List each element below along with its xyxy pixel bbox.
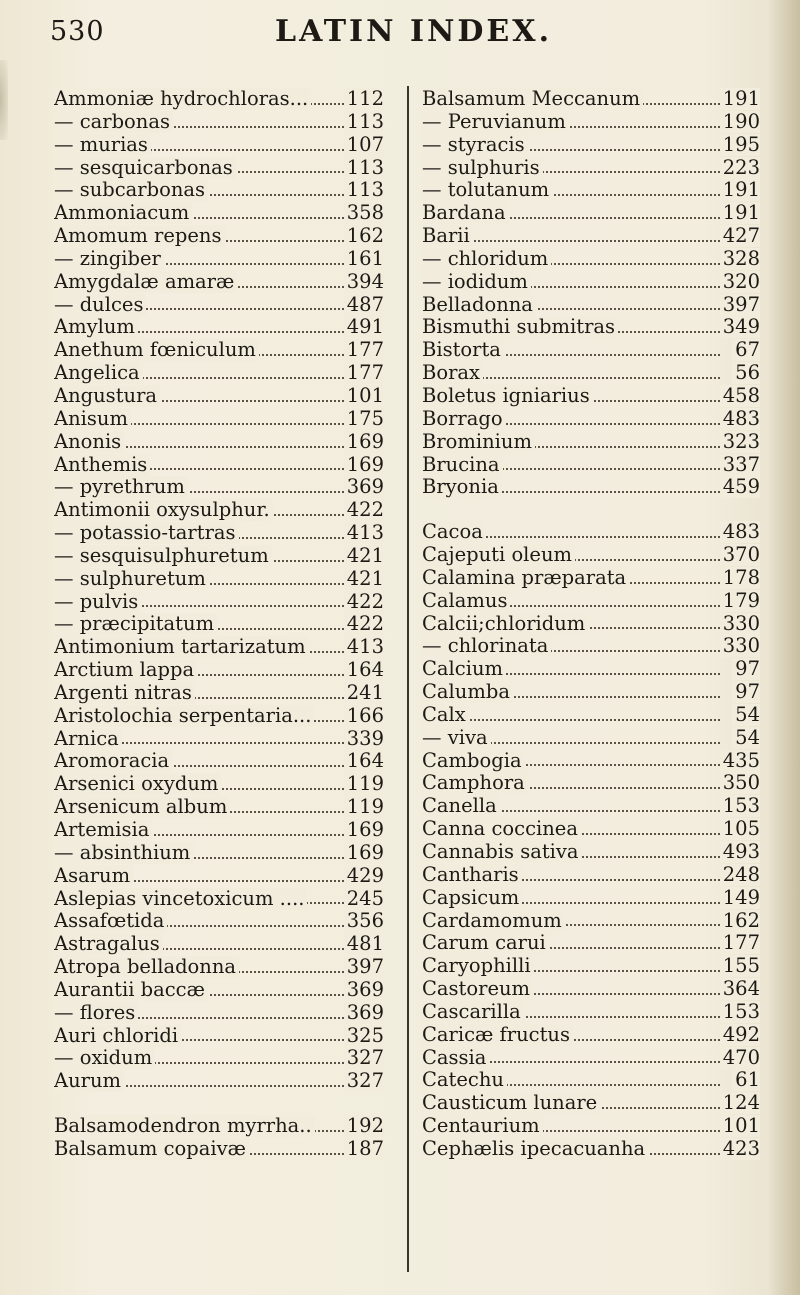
index-entry	[54, 476, 384, 499]
index-term: Canna coccinea	[422, 818, 581, 840]
index-term: — pyrethrum	[54, 476, 188, 498]
index-entry	[422, 476, 760, 499]
index-page-number: 113	[344, 157, 384, 179]
index-entry	[54, 522, 384, 545]
index-page-number: 358	[344, 202, 384, 224]
index-entry	[422, 544, 760, 567]
index-term: — sulphuris	[422, 157, 543, 179]
index-term: — iodidum	[422, 271, 531, 293]
index-page-number: 113	[344, 179, 384, 201]
index-page-number: 164	[344, 659, 384, 681]
index-entry	[422, 978, 760, 1001]
index-term: — sulphuretum	[54, 568, 209, 590]
index-entry	[422, 339, 760, 362]
index-page-number: 394	[344, 271, 384, 293]
index-page-number: 153	[720, 1001, 760, 1023]
index-entry	[54, 134, 384, 157]
index-term: Borrago	[422, 408, 506, 430]
index-page-number: 155	[720, 955, 760, 977]
index-page-number: 97	[732, 681, 760, 703]
index-entry	[54, 385, 384, 408]
index-page-number: 175	[344, 408, 384, 430]
index-entry	[422, 704, 760, 727]
index-entry	[54, 1047, 384, 1070]
index-term: Anonis	[54, 431, 124, 453]
index-term: Aristolochia serpentaria...	[54, 705, 314, 727]
index-term: Asarum	[54, 865, 133, 887]
index-term: Belladonna	[422, 294, 536, 316]
index-page-number: 369	[344, 476, 384, 498]
index-page-number: 470	[720, 1047, 760, 1069]
index-page-number: 113	[344, 111, 384, 133]
index-page-number: 54	[732, 704, 760, 726]
index-entry	[422, 362, 760, 385]
index-entry	[422, 1024, 760, 1047]
index-term: Bardana	[422, 202, 509, 224]
index-page-number: 192	[344, 1115, 384, 1137]
index-page-number: 339	[344, 728, 384, 750]
index-page-number: 327	[344, 1047, 384, 1069]
index-entry	[54, 202, 384, 225]
index-term: Cephælis ipecacuanha	[422, 1138, 648, 1160]
index-page-number: 166	[344, 705, 384, 727]
index-term: — potassio-tartras	[54, 522, 239, 544]
index-entry	[54, 248, 384, 271]
index-term: — chloridum	[422, 248, 551, 270]
index-term: — oxidum	[54, 1047, 155, 1069]
index-term: Balsamum copaivæ	[54, 1138, 249, 1160]
index-entry	[54, 796, 384, 819]
index-page-number: 169	[344, 454, 384, 476]
index-page-number: 54	[732, 727, 760, 749]
index-page-number: 323	[720, 431, 760, 453]
index-term: Aurantii baccæ	[54, 979, 208, 1001]
index-term: Anisum	[54, 408, 131, 430]
index-page-number: 397	[344, 956, 384, 978]
index-entry	[422, 1115, 760, 1138]
index-page-number: 56	[732, 362, 760, 384]
index-term: — subcarbonas	[54, 179, 208, 201]
index-term: Aromoracia	[54, 750, 172, 772]
index-entry	[422, 635, 760, 658]
index-entry	[422, 1047, 760, 1070]
index-term: Caryophilli	[422, 955, 534, 977]
index-page-number: 164	[344, 750, 384, 772]
index-term: Catechu	[422, 1069, 507, 1091]
index-term: Amygdalæ amaræ	[54, 271, 237, 293]
index-page-number: 190	[720, 111, 760, 133]
index-term: Aslepias vincetoxicum ....	[54, 888, 307, 910]
index-page-number: 413	[344, 636, 384, 658]
index-term: Angustura	[54, 385, 160, 407]
index-page-number: 397	[720, 294, 760, 316]
index-column-left	[54, 88, 384, 1161]
index-entry	[54, 705, 384, 728]
index-entry	[54, 1025, 384, 1048]
index-term: — pulvis	[54, 591, 141, 613]
index-entry	[54, 1138, 384, 1161]
index-term: Ammoniæ hydrochloras...	[54, 88, 311, 110]
index-entry	[54, 728, 384, 751]
index-page-number: 119	[344, 796, 384, 818]
index-page-number: 491	[344, 316, 384, 338]
index-entry	[54, 179, 384, 202]
index-page-number: 67	[732, 339, 760, 361]
index-term: Amomum repens	[54, 225, 225, 247]
index-page-number: 369	[344, 1002, 384, 1024]
index-term: Amylum	[54, 316, 138, 338]
index-term: Balsamum Meccanum	[422, 88, 643, 110]
index-term: Angelica	[54, 362, 143, 384]
index-term: — flores	[54, 1002, 138, 1024]
index-term: Capsicum	[422, 887, 522, 909]
index-entry	[54, 636, 384, 659]
index-entry	[54, 431, 384, 454]
index-entry	[422, 750, 760, 773]
index-page-number: 169	[344, 842, 384, 864]
index-page-number: 223	[720, 157, 760, 179]
index-page-number: 169	[344, 431, 384, 453]
index-entry	[422, 864, 760, 887]
index-entry	[54, 819, 384, 842]
index-term: Calcii;chloridum	[422, 613, 588, 635]
page-smudge	[0, 60, 8, 140]
index-entry	[54, 362, 384, 385]
index-entry	[54, 1002, 384, 1025]
index-page-number: 149	[720, 887, 760, 909]
index-page-number: 162	[720, 910, 760, 932]
index-term: Bryonia	[422, 476, 502, 498]
index-page-number: 191	[720, 88, 760, 110]
index-term: Arsenici oxydum	[54, 773, 221, 795]
index-page-number: 369	[344, 979, 384, 1001]
index-term: Brominium	[422, 431, 535, 453]
index-page-number: 483	[720, 408, 760, 430]
index-term: Cantharis	[422, 864, 522, 886]
index-page-number: 241	[344, 682, 384, 704]
index-term: Castoreum	[422, 978, 533, 1000]
index-page-number: 481	[344, 933, 384, 955]
index-entry	[422, 111, 760, 134]
index-page-number: 169	[344, 819, 384, 841]
index-entry	[54, 979, 384, 1002]
index-entry	[422, 454, 760, 477]
index-entry	[422, 179, 760, 202]
index-term: Canella	[422, 795, 500, 817]
index-page-number: 325	[344, 1025, 384, 1047]
running-title: LATIN INDEX.	[275, 14, 553, 49]
index-term: Caricæ fructus	[422, 1024, 573, 1046]
index-term: — carbonas	[54, 111, 173, 133]
index-entry	[54, 750, 384, 773]
index-term: Causticum lunare	[422, 1092, 600, 1114]
index-page-number: 493	[720, 841, 760, 863]
index-page-number: 435	[720, 750, 760, 772]
index-entry	[54, 682, 384, 705]
page-edge-shadow	[768, 0, 800, 1295]
index-page-number: 422	[344, 613, 384, 635]
index-term: Brucina	[422, 454, 503, 476]
index-entry	[422, 1092, 760, 1115]
index-entry	[54, 591, 384, 614]
index-page-number: 161	[344, 248, 384, 270]
index-page-number: 429	[344, 865, 384, 887]
index-page-number: 330	[720, 635, 760, 657]
index-page-number: 101	[344, 385, 384, 407]
index-term: Antimonium tartarizatum	[54, 636, 309, 658]
index-term: Cacoa	[422, 521, 486, 543]
index-term: Antimonii oxysulphur.	[54, 499, 273, 521]
index-entry	[422, 772, 760, 795]
index-page-number: 337	[720, 454, 760, 476]
index-entry	[54, 773, 384, 796]
index-term: Centaurium	[422, 1115, 543, 1137]
index-entry	[54, 294, 384, 317]
index-entry	[422, 727, 760, 750]
index-entry	[422, 795, 760, 818]
index-entry	[422, 658, 760, 681]
index-entry	[422, 248, 760, 271]
index-term: Ammoniacum	[54, 202, 192, 224]
index-term: Anthemis	[54, 454, 150, 476]
index-entry	[422, 567, 760, 590]
index-page-number: 422	[344, 499, 384, 521]
index-entry	[54, 339, 384, 362]
index-page-number: 177	[720, 932, 760, 954]
index-term: — styracis	[422, 134, 528, 156]
index-page-number: 101	[720, 1115, 760, 1137]
index-entry	[422, 225, 760, 248]
index-term: Arctium lappa	[54, 659, 197, 681]
index-page-number: 423	[720, 1138, 760, 1160]
index-term: Cassia	[422, 1047, 489, 1069]
index-term: Cascarilla	[422, 1001, 524, 1023]
index-term: — præcipitatum	[54, 613, 217, 635]
index-entry	[54, 408, 384, 431]
index-entry	[422, 1001, 760, 1024]
index-term: Auri chloridi	[54, 1025, 181, 1047]
index-page-number: 119	[344, 773, 384, 795]
index-entry	[54, 956, 384, 979]
index-entry	[54, 659, 384, 682]
index-entry	[54, 157, 384, 180]
index-term: — zingiber	[54, 248, 164, 270]
page-number: 530	[50, 16, 105, 47]
index-term: Calamus	[422, 590, 510, 612]
index-term: Boletus igniarius	[422, 385, 593, 407]
index-term: Camphora	[422, 772, 528, 794]
index-term: Artemisia	[54, 819, 152, 841]
index-term: Anethum fœniculum	[54, 339, 259, 361]
index-entry	[422, 408, 760, 431]
index-term: — chlorinata	[422, 635, 551, 657]
index-entry	[422, 681, 760, 704]
index-page-number: 153	[720, 795, 760, 817]
index-page-number: 187	[344, 1138, 384, 1160]
index-page-number: 245	[344, 888, 384, 910]
index-page-number: 492	[720, 1024, 760, 1046]
index-term: — Peruvianum	[422, 111, 569, 133]
index-page-number: 191	[720, 202, 760, 224]
index-entry	[422, 841, 760, 864]
index-term: Aurum	[54, 1070, 124, 1092]
index-page-number: 328	[720, 248, 760, 270]
index-term: Assafœtida	[54, 910, 167, 932]
index-term: Calumba	[422, 681, 513, 703]
index-term: Atropa belladonna	[54, 956, 239, 978]
index-page-number: 487	[344, 294, 384, 316]
index-entry	[422, 431, 760, 454]
index-term: Cajeputi oleum	[422, 544, 575, 566]
index-term: Bistorta	[422, 339, 504, 361]
index-entry	[422, 385, 760, 408]
index-entry	[54, 842, 384, 865]
index-page-number: 330	[720, 613, 760, 635]
index-term: Cambogia	[422, 750, 525, 772]
index-page-number: 177	[344, 339, 384, 361]
index-entry	[422, 202, 760, 225]
index-page-number: 459	[720, 476, 760, 498]
index-entry	[422, 818, 760, 841]
index-term: — absinthium	[54, 842, 193, 864]
index-term: — viva	[422, 727, 491, 749]
index-entry	[422, 521, 760, 544]
index-page-number: 350	[720, 772, 760, 794]
index-entry	[422, 316, 760, 339]
index-entry	[54, 225, 384, 248]
index-entry	[54, 1115, 384, 1138]
index-page-number: 364	[720, 978, 760, 1000]
index-term: Calcium	[422, 658, 506, 680]
index-page-number: 177	[344, 362, 384, 384]
index-term: — sesquicarbonas	[54, 157, 236, 179]
index-term: Argenti nitras	[54, 682, 195, 704]
index-term: Astragalus	[54, 933, 163, 955]
index-entry	[54, 499, 384, 522]
index-entry	[422, 271, 760, 294]
index-page-number: 162	[344, 225, 384, 247]
index-term: Borax	[422, 362, 483, 384]
index-page-number: 320	[720, 271, 760, 293]
index-entry	[422, 1138, 760, 1161]
index-entry	[54, 88, 384, 111]
index-entry	[54, 613, 384, 636]
index-page-number: 61	[732, 1069, 760, 1091]
index-page-number: 107	[344, 134, 384, 156]
index-page-number: 413	[344, 522, 384, 544]
index-entry	[54, 865, 384, 888]
index-entry	[54, 454, 384, 477]
index-entry	[422, 955, 760, 978]
index-term: — dulces	[54, 294, 146, 316]
index-entry	[422, 910, 760, 933]
index-page-number: 421	[344, 568, 384, 590]
index-page-number: 178	[720, 567, 760, 589]
index-entry	[422, 88, 760, 111]
index-term: Arsenicum album	[54, 796, 230, 818]
index-term: Balsamodendron myrrha..	[54, 1115, 315, 1137]
index-entry	[54, 1070, 384, 1093]
index-term: Cannabis sativa	[422, 841, 582, 863]
index-page-number: 422	[344, 591, 384, 613]
index-page-number: 112	[344, 88, 384, 110]
index-entry	[422, 157, 760, 180]
index-term: — tolutanum	[422, 179, 552, 201]
index-entry	[54, 111, 384, 134]
index-page-number: 191	[720, 179, 760, 201]
index-page-number: 327	[344, 1070, 384, 1092]
index-page-number: 248	[720, 864, 760, 886]
index-term: — sesquisulphuretum	[54, 545, 272, 567]
index-term: Bismuthi submitras	[422, 316, 618, 338]
index-entry	[54, 316, 384, 339]
index-entry	[422, 887, 760, 910]
index-term: Carum carui	[422, 932, 549, 954]
index-entry	[422, 1069, 760, 1092]
index-entry	[422, 590, 760, 613]
index-page-number: 349	[720, 316, 760, 338]
index-entry	[422, 932, 760, 955]
index-term: Calamina præparata	[422, 567, 629, 589]
index-entry	[54, 568, 384, 591]
index-page-number: 195	[720, 134, 760, 156]
index-term: Cardamomum	[422, 910, 565, 932]
index-entry	[422, 134, 760, 157]
index-column-right	[422, 88, 760, 1161]
index-page-number: 124	[720, 1092, 760, 1114]
index-entry	[54, 888, 384, 911]
index-page-number: 427	[720, 225, 760, 247]
index-page-number: 421	[344, 545, 384, 567]
index-page-number: 483	[720, 521, 760, 543]
index-entry	[54, 271, 384, 294]
index-term: Calx	[422, 704, 469, 726]
index-page-number: 97	[732, 658, 760, 680]
index-page-number: 458	[720, 385, 760, 407]
index-page-number: 179	[720, 590, 760, 612]
index-entry	[54, 545, 384, 568]
index-page-number: 356	[344, 910, 384, 932]
index-entry	[54, 910, 384, 933]
index-entry	[422, 613, 760, 636]
column-divider	[407, 86, 409, 1272]
index-term: Barii	[422, 225, 473, 247]
index-page-number: 105	[720, 818, 760, 840]
index-entry	[54, 933, 384, 956]
index-term: Arnica	[54, 728, 122, 750]
index-entry	[422, 294, 760, 317]
index-page-number: 370	[720, 544, 760, 566]
index-term: — murias	[54, 134, 151, 156]
page-header	[50, 14, 750, 54]
